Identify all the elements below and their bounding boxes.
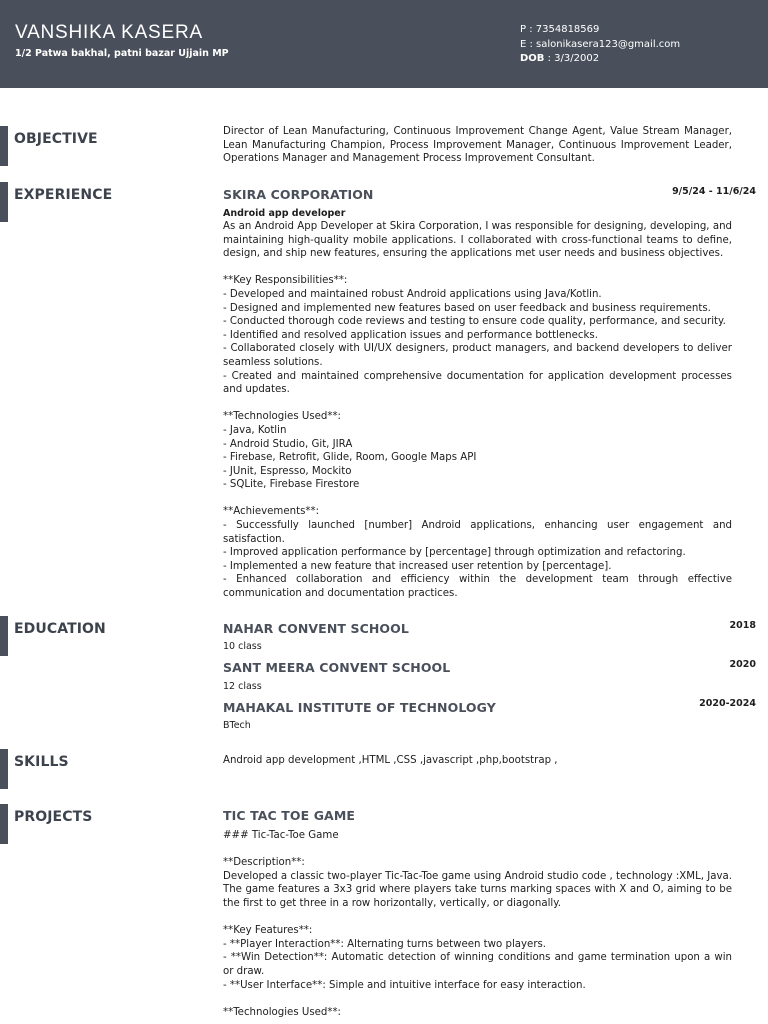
- experience-dates: 9/5/24 - 11/6/24: [672, 186, 756, 197]
- contact-block: [520, 23, 680, 67]
- list-item: - Successfully launched [number] Android applications, enhancing user engagement and satisfaction.: [223, 520, 732, 545]
- email-address: E : salonikasera123@gmail.com: [520, 38, 681, 50]
- candidate-address: 1/2 Patwa bakhal, patni bazar Ujjain MP: [15, 48, 229, 59]
- project-subtitle: ### Tic-Tac-Toe Game: [223, 830, 339, 841]
- achievements-heading: **Achievements**:: [223, 506, 320, 518]
- experience-summary: As an Android App Developer at Skira Corporation, I was responsible for designing, developing, and maintaining high-quality mobile applications. I collaborated with cross-functional teams to define, design, and ship new features, ensuring the applications met user needs and business objectives.: [223, 221, 732, 260]
- project-description: Developed a classic two-player Tic-Tac-Toe game using Android studio code , technology :XML, Java. The game features a 3x3 grid where players take turns marking spaces with X and O, aiming to be the first to get three in a row horizontally, vertically, or diagonally.: [223, 870, 732, 909]
- dob-value: : 3/3/2002: [544, 53, 600, 64]
- project-technologies-heading: **Technologies Used**:: [223, 1006, 341, 1018]
- list-item: - JUnit, Espresso, Mockito: [223, 465, 352, 477]
- section-title-objective: OBJECTIVE: [14, 131, 98, 147]
- list-item: - SQLite, Firebase Firestore: [223, 479, 360, 491]
- project-details: [223, 829, 732, 1019]
- list-item: - Conducted thorough code reviews and testing to ensure code quality, performance, and security.: [223, 316, 726, 328]
- section-skills: [0, 749, 69, 789]
- list-item: - Collaborated closely with UI/UX designers, product managers, and backend developers to deliver seamless solutions.: [223, 343, 732, 368]
- list-item: - Implemented a new feature that increased user retention by [percentage].: [223, 560, 612, 572]
- list-item: - Designed and implemented new features based on user feedback and business requirements.: [223, 302, 711, 314]
- section-education: [0, 616, 106, 656]
- objective-text: Director of Lean Manufacturing, Continuous Improvement Change Agent, Value Stream Manager, Lean Manufacturing Champion, Process Improvement Manager, Continuous Improvement Leader, Operations Manager and Management Process Improvement Consultant.: [223, 126, 732, 165]
- list-item: - Identified and resolved application issues and performance bottlenecks.: [223, 329, 598, 341]
- technologies-heading: **Technologies Used**:: [223, 411, 341, 423]
- education-detail: 10 class: [223, 641, 262, 652]
- dob-label: DOB: [520, 53, 545, 64]
- experience-role: Android app developer: [223, 208, 346, 219]
- date-of-birth: [520, 52, 680, 67]
- section-title-education: EDUCATION: [14, 621, 106, 637]
- responsibilities-heading: **Key Responsibilities**:: [223, 275, 348, 287]
- project-title: TIC TAC TOE GAME: [223, 808, 356, 823]
- list-item: - Created and maintained comprehensive documentation for application development processes and updates.: [223, 370, 732, 396]
- section-experience: [0, 182, 113, 222]
- education-year: 2020-2024: [699, 698, 756, 709]
- section-title-projects: PROJECTS: [14, 809, 93, 825]
- education-detail: BTech: [223, 720, 251, 731]
- list-item: - Android Studio, Git, JIRA: [223, 438, 353, 450]
- resume-header: [0, 0, 768, 88]
- education-school: MAHAKAL INSTITUTE OF TECHNOLOGY: [223, 700, 496, 715]
- list-item: - Improved application performance by [percentage] through optimization and refactoring.: [223, 547, 686, 559]
- education-school: NAHAR CONVENT SCHOOL: [223, 621, 409, 636]
- list-item: - Firebase, Retrofit, Glide, Room, Google Maps API: [223, 452, 477, 464]
- section-objective: [0, 126, 98, 166]
- phone-number: P : 7354818569: [520, 24, 600, 35]
- experience-company: SKIRA CORPORATION: [223, 187, 374, 202]
- list-item: - Java, Kotlin: [223, 424, 287, 436]
- list-item: - **User Interface**: Simple and intuitive interface for easy interaction.: [223, 979, 586, 991]
- education-year: 2020: [729, 659, 756, 670]
- section-title-skills: SKILLS: [14, 754, 69, 770]
- skills-text: Android app development ,HTML ,CSS ,javascript ,php,bootstrap ,: [223, 755, 558, 766]
- education-school: SANT MEERA CONVENT SCHOOL: [223, 660, 451, 675]
- list-item: - **Player Interaction**: Alternating turns between two players.: [223, 938, 547, 950]
- list-item: - **Win Detection**: Automatic detection of winning conditions and game termination upon a win or draw.: [223, 952, 732, 977]
- education-detail: 12 class: [223, 681, 262, 692]
- features-heading: **Key Features**:: [223, 925, 313, 937]
- section-title-experience: EXPERIENCE: [14, 187, 113, 203]
- list-item: - Enhanced collaboration and efficiency within the development team through effective communication and documentation practices.: [223, 574, 732, 600]
- list-item: - Developed and maintained robust Android applications using Java/Kotlin.: [223, 288, 602, 300]
- experience-details: [223, 220, 732, 601]
- candidate-name: VANSHIKA KASERA: [15, 22, 203, 43]
- section-projects: [0, 804, 93, 844]
- description-heading: **Description**:: [223, 857, 305, 869]
- education-year: 2018: [729, 620, 756, 631]
